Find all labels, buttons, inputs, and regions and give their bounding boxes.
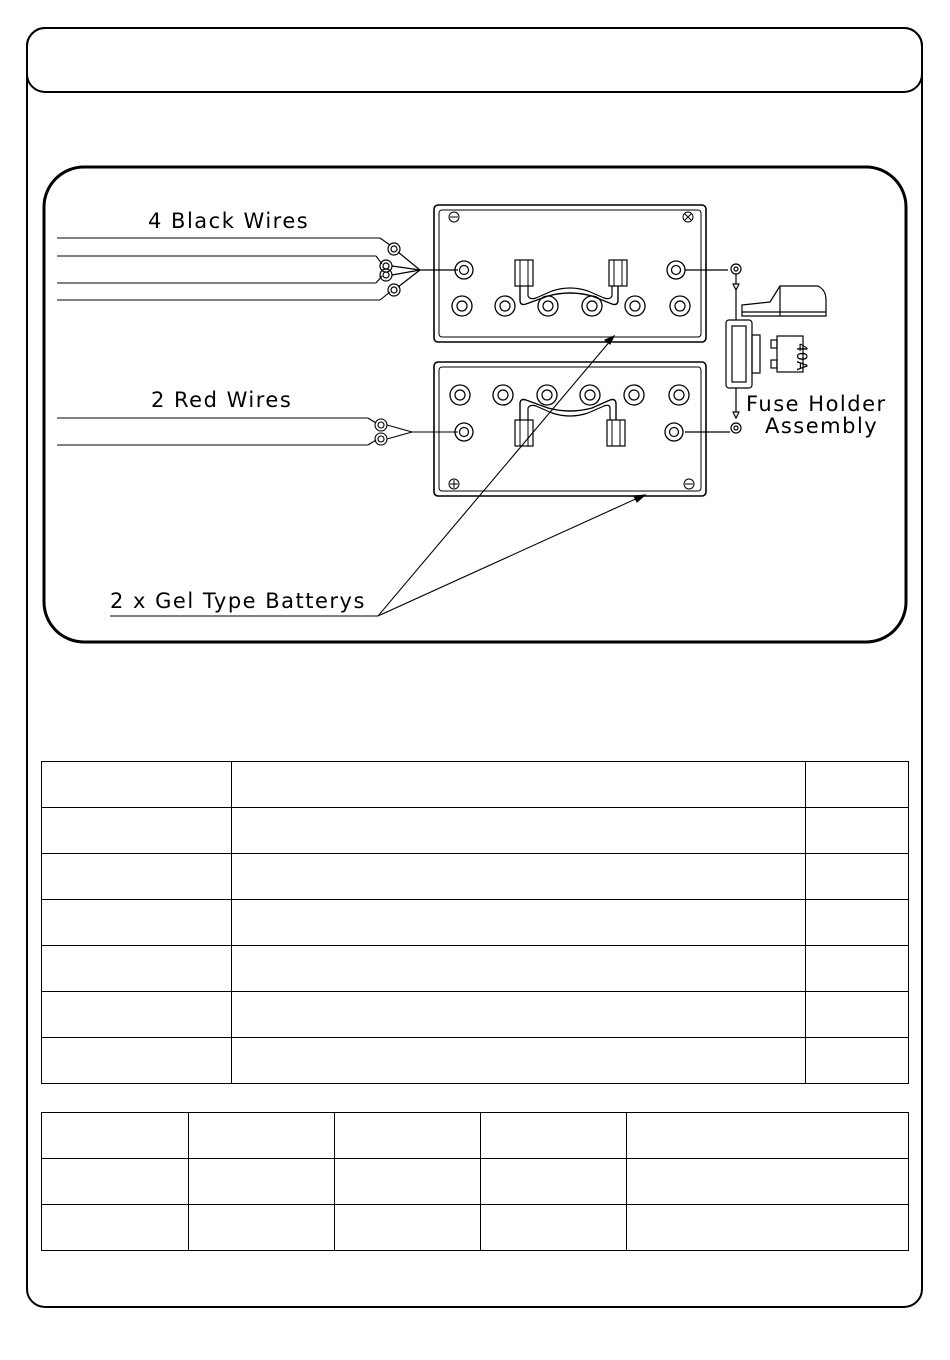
table-cell: [42, 1038, 232, 1084]
table-row: [42, 1038, 909, 1084]
black-wires: [57, 238, 390, 300]
table-cell: [232, 992, 806, 1038]
black-wire-lugs: [380, 243, 458, 296]
table-cell: [189, 1159, 335, 1205]
table-cell: [42, 1159, 189, 1205]
table-cell: [232, 900, 806, 946]
black-wires-label: 4 Black Wires: [148, 209, 310, 233]
table-cell: [335, 1159, 481, 1205]
table-row: [42, 762, 909, 808]
table-cell: [42, 992, 232, 1038]
table-cell: [806, 946, 909, 992]
table-row: [42, 946, 909, 992]
table-row: [42, 854, 909, 900]
table-cell: [42, 762, 232, 808]
table-row: [42, 1159, 909, 1205]
battery-leader-lines: [110, 336, 645, 616]
table-cell: [806, 1038, 909, 1084]
table-cell: [42, 854, 232, 900]
parts-table: [41, 761, 909, 1084]
table-cell: [189, 1205, 335, 1251]
table-cell: [481, 1113, 627, 1159]
table-cell: [232, 762, 806, 808]
table-cell: [806, 854, 909, 900]
table-row: [42, 1113, 909, 1159]
table-cell: [42, 1205, 189, 1251]
fuse-holder-label-line2: Assembly: [765, 414, 879, 438]
batteries-label: 2 x Gel Type Batterys: [110, 589, 366, 613]
table-cell: [806, 762, 909, 808]
header-bar: [27, 28, 922, 92]
table-cell: [335, 1113, 481, 1159]
table-cell: [627, 1159, 909, 1205]
table-cell: [627, 1113, 909, 1159]
table-cell: [189, 1113, 335, 1159]
table-row: [42, 1205, 909, 1251]
table-cell: [232, 808, 806, 854]
fuse-holder-label-line1: Fuse Holder: [746, 392, 887, 416]
table-row: [42, 900, 909, 946]
table-cell: [42, 808, 232, 854]
table-cell: [42, 1113, 189, 1159]
red-wires-label: 2 Red Wires: [151, 388, 293, 412]
table-cell: [806, 992, 909, 1038]
table-cell: [627, 1205, 909, 1251]
table-cell: [232, 854, 806, 900]
table-cell: [481, 1205, 627, 1251]
spec-table: [41, 1112, 909, 1251]
table-cell: [232, 1038, 806, 1084]
table-row: [42, 992, 909, 1038]
table-cell: [232, 946, 806, 992]
table-cell: [42, 946, 232, 992]
red-wires: [57, 418, 458, 445]
table-cell: [335, 1205, 481, 1251]
table-cell: [42, 900, 232, 946]
table-cell: [806, 900, 909, 946]
battery-top: [434, 205, 706, 342]
fuse-rating-label: 40A: [793, 343, 809, 371]
table-row: [42, 808, 909, 854]
table-cell: [481, 1159, 627, 1205]
table-cell: [806, 808, 909, 854]
battery-bottom: [434, 362, 706, 496]
